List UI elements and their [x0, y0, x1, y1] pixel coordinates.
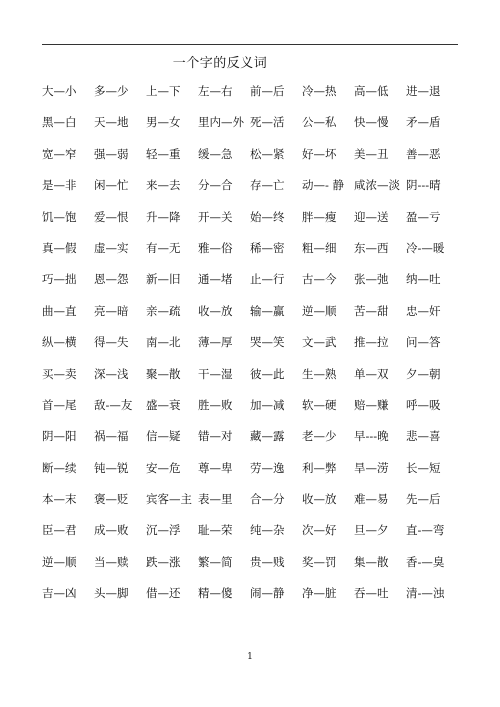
antonym-pair: 古—今: [302, 272, 337, 287]
antonym-pair: 次—好: [302, 523, 337, 538]
antonym-pair: 上—下: [146, 84, 181, 98]
antonym-pair: 钝—锐: [94, 460, 129, 475]
antonym-pair: 祸—福: [94, 429, 129, 444]
antonym-pair: 分—合: [198, 178, 233, 193]
antonym-pair: 盛—衰: [146, 397, 181, 412]
antonym-pair: 盈—亏: [406, 209, 441, 224]
antonym-pair: 南—北: [146, 335, 181, 350]
antonym-pair: 高—低: [354, 84, 389, 98]
antonym-row: [42, 110, 462, 141]
antonym-pair: 虚—实: [94, 240, 129, 255]
page-title: 一个字的反义词: [172, 56, 268, 71]
antonym-pair: 动—- 静: [302, 178, 345, 193]
antonym-pair: 巧—拙: [42, 272, 77, 287]
antonym-pair: 单—双: [354, 366, 389, 381]
antonym-pair: 曲—直: [42, 303, 77, 318]
antonym-grid: [42, 79, 462, 613]
antonym-pair: 存—亡: [250, 178, 285, 193]
antonym-pair: 尊—卑: [198, 460, 233, 475]
antonym-pair: 信—疑: [146, 429, 181, 444]
antonym-pair: 雅—俗: [198, 240, 233, 255]
antonym-pair: 东—西: [354, 240, 389, 255]
antonym-pair: 左—右: [198, 84, 233, 98]
antonym-pair: 旱—涝: [354, 460, 389, 475]
antonym-pair: 合—分: [250, 492, 285, 507]
antonym-row: [42, 456, 462, 487]
antonym-pair: 冷—热: [302, 84, 337, 98]
antonym-pair: 是—非: [42, 178, 77, 193]
antonym-pair: 粗—细: [302, 240, 337, 255]
antonym-pair: 饥—饱: [42, 209, 77, 224]
antonym-pair: 奖—罚: [302, 554, 337, 569]
antonym-pair: 好—坏: [302, 146, 337, 161]
antonym-row: [42, 424, 462, 455]
antonym-row: [42, 173, 462, 204]
antonym-pair: 薄—厚: [198, 335, 233, 350]
antonym-row: [42, 299, 462, 330]
antonym-pair: 问—答: [406, 335, 441, 350]
antonym-pair: 跌—涨: [146, 554, 181, 569]
antonym-pair: 香-—臭: [406, 554, 445, 569]
antonym-pair: 先—后: [406, 492, 441, 507]
antonym-pair: 宾客—主: [146, 492, 192, 507]
antonym-pair: 难—易: [354, 492, 389, 507]
antonym-pair: 文—武: [302, 335, 337, 350]
antonym-pair: 稀—密: [250, 240, 285, 255]
antonym-pair: 恩—怨: [94, 272, 129, 287]
antonym-pair: 早---晚: [354, 429, 389, 444]
antonym-pair: 本—末: [42, 492, 77, 507]
antonym-pair: 里内—外: [198, 115, 244, 130]
antonym-pair: 呼—吸: [406, 397, 441, 412]
antonym-row: [42, 581, 462, 612]
antonym-row: [42, 330, 462, 361]
antonym-pair: 有—无: [146, 240, 181, 255]
antonym-pair: 悲—喜: [406, 429, 441, 444]
antonym-pair: 臣—君: [42, 523, 77, 538]
antonym-pair: 吉—凶: [42, 586, 77, 601]
antonym-pair: 当—赎: [94, 554, 129, 569]
antonym-pair: 夕—朝: [406, 366, 441, 381]
antonym-pair: 黑—白: [42, 115, 77, 130]
antonym-pair: 迎—送: [354, 209, 389, 224]
antonym-pair: 逆—顺: [302, 303, 337, 318]
antonym-row: [42, 550, 462, 581]
antonym-pair: 吞—吐: [354, 586, 389, 601]
antonym-pair: 生—熟: [302, 366, 337, 381]
antonym-pair: 胜—败: [198, 397, 233, 412]
antonym-pair: 干—湿: [198, 366, 233, 381]
antonym-pair: 直-—弯: [406, 523, 445, 538]
antonym-pair: 强—弱: [94, 146, 129, 161]
antonym-pair: 清-—浊: [406, 586, 445, 601]
antonym-pair: 安—危: [146, 460, 181, 475]
antonym-pair: 闲—忙: [94, 178, 129, 193]
antonym-pair: 成—败: [94, 523, 129, 538]
antonym-row: [42, 205, 462, 236]
antonym-pair: 男—女: [146, 115, 181, 130]
antonym-pair: 纳—吐: [406, 272, 441, 287]
antonym-pair: 纵—横: [42, 335, 77, 350]
antonym-pair: 利—弊: [302, 460, 337, 475]
antonym-pair: 进—退: [406, 84, 441, 98]
antonym-pair: 止—行: [250, 272, 285, 287]
antonym-pair: 收—放: [198, 303, 233, 318]
antonym-pair: 褒—贬: [94, 492, 129, 507]
page-number: 1: [247, 652, 253, 662]
antonym-pair: 聚—散: [146, 366, 181, 381]
antonym-pair: 彼—此: [250, 366, 285, 381]
antonym-row: [42, 393, 462, 424]
antonym-pair: 始—终: [250, 209, 285, 224]
antonym-pair: 善—恶: [406, 146, 441, 161]
antonym-pair: 咸浓—淡: [354, 178, 400, 193]
antonym-pair: 轻—重: [146, 146, 181, 161]
antonym-row: [42, 142, 462, 173]
antonym-pair: 忠—奸: [406, 303, 441, 318]
antonym-pair: 软—硬: [302, 397, 337, 412]
antonym-pair: 亮—暗: [94, 303, 129, 318]
antonym-pair: 长—短: [406, 460, 441, 475]
antonym-row: [42, 518, 462, 549]
antonym-pair: 矛—盾: [406, 115, 441, 130]
antonym-pair: 公—私: [302, 115, 337, 130]
antonym-row: [42, 236, 462, 267]
antonym-pair: 集—散: [354, 554, 389, 569]
antonym-pair: 买—卖: [42, 366, 77, 381]
antonym-pair: 逆—顺: [42, 554, 77, 569]
antonym-pair: 张—弛: [354, 272, 389, 287]
antonym-pair: 多—少: [94, 84, 129, 98]
antonym-pair: 升—降: [146, 209, 181, 224]
antonym-pair: 真—假: [42, 240, 77, 255]
antonym-pair: 宽—窄: [42, 146, 77, 161]
antonym-pair: 借—还: [146, 586, 181, 601]
antonym-pair: 劳—逸: [250, 460, 285, 475]
antonym-pair: 阴—阳: [42, 429, 77, 444]
antonym-pair: 新—旧: [146, 272, 181, 287]
antonym-pair: 天—地: [94, 115, 129, 130]
antonym-pair: 藏—露: [250, 429, 285, 444]
antonym-pair: 旦—夕: [354, 523, 389, 538]
antonym-pair: 亲—疏: [146, 303, 181, 318]
antonym-pair: 赔—赚: [354, 397, 389, 412]
antonym-pair: 开—关: [198, 209, 233, 224]
antonym-pair: 繁—简: [198, 554, 233, 569]
antonym-pair: 闹—静: [250, 586, 285, 601]
antonym-pair: 耻—荣: [198, 523, 233, 538]
antonym-pair: 深—浅: [94, 366, 129, 381]
antonym-row: [42, 487, 462, 518]
antonym-pair: 推—拉: [354, 335, 389, 350]
antonym-pair: 贵—贱: [250, 554, 285, 569]
antonym-pair: 输—赢: [250, 303, 285, 318]
antonym-pair: 断—续: [42, 460, 77, 475]
antonym-pair: 表—里: [198, 492, 233, 507]
antonym-pair: 净—脏: [302, 586, 337, 601]
antonym-row: [42, 267, 462, 298]
antonym-pair: 前—后: [250, 84, 285, 98]
antonym-pair: 美—丑: [354, 146, 389, 161]
antonym-pair: 哭—笑: [250, 335, 285, 350]
antonym-pair: 沉—浮: [146, 523, 181, 538]
antonym-pair: 通—堵: [198, 272, 233, 287]
antonym-pair: 首—尾: [42, 397, 77, 412]
antonym-pair: 阴---晴: [406, 178, 441, 193]
antonym-pair: 快—慢: [354, 115, 389, 130]
antonym-row: [42, 79, 462, 110]
antonym-pair: 老—少: [302, 429, 337, 444]
antonym-pair: 冷-—暖: [406, 240, 445, 255]
antonym-pair: 缓—急: [198, 146, 233, 161]
antonym-pair: 来—去: [146, 178, 181, 193]
antonym-pair: 松—紧: [250, 146, 285, 161]
antonym-pair: 爱—恨: [94, 209, 129, 224]
antonym-pair: 收—放: [302, 492, 337, 507]
antonym-pair: 纯—杂: [250, 523, 285, 538]
antonym-pair: 苦—甜: [354, 303, 389, 318]
antonym-pair: 得—失: [94, 335, 129, 350]
header-rule: [42, 44, 458, 45]
antonym-pair: 死—活: [250, 115, 285, 130]
antonym-pair: 加—减: [250, 397, 285, 412]
antonym-pair: 错—对: [198, 429, 233, 444]
antonym-row: [42, 362, 462, 393]
antonym-pair: 大—小: [42, 84, 77, 98]
antonym-pair: 敌-—友: [94, 397, 133, 412]
antonym-pair: 胖—瘦: [302, 209, 337, 224]
antonym-pair: 精—傻: [198, 586, 233, 601]
antonym-pair: 头—脚: [94, 586, 129, 601]
